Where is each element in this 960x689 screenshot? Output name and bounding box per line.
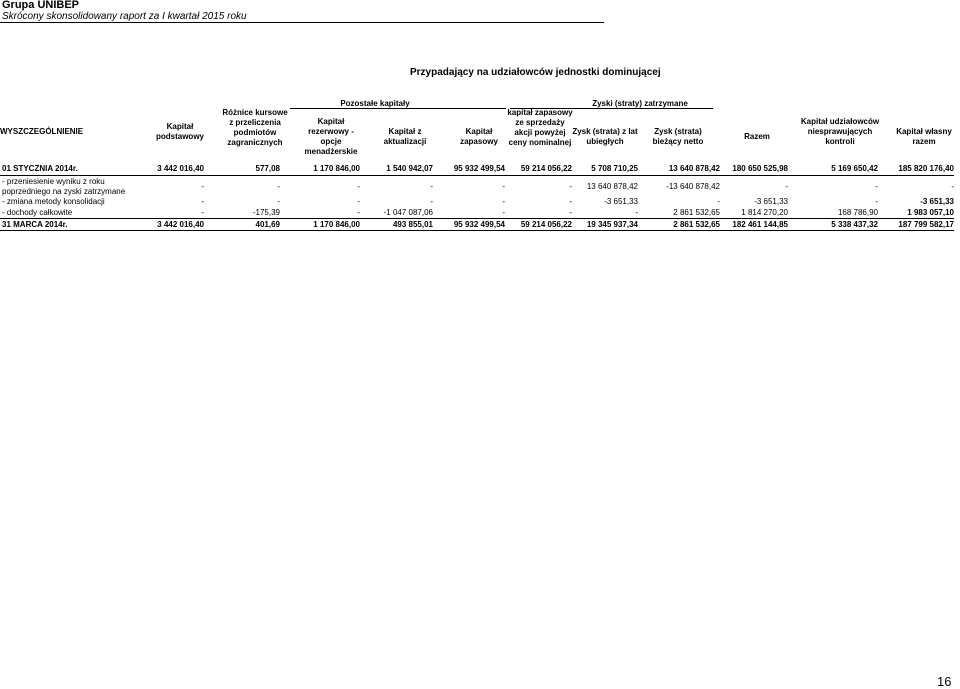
row-divider <box>0 218 954 219</box>
row-label: 01 STYCZNIA 2014r. <box>2 164 78 173</box>
col-header-description: WYSZCZEGÓLNIENIE <box>0 127 84 136</box>
cell: - <box>951 182 954 191</box>
cell: 401,69 <box>255 220 280 229</box>
cell: - <box>201 182 204 191</box>
row-label: - przeniesienie wyniku z roku <box>2 177 105 186</box>
cell: 5 169 650,42 <box>831 164 878 173</box>
cell: -3 651,33 <box>604 197 638 206</box>
cell: 577,08 <box>255 164 280 173</box>
cell: 3 442 016,40 <box>157 164 204 173</box>
cell: 95 932 499,54 <box>453 220 505 229</box>
cell: 5 708 710,25 <box>591 164 638 173</box>
cell: - <box>357 182 360 191</box>
cell: 95 932 499,54 <box>453 164 505 173</box>
cell: 1 983 057,10 <box>907 208 954 217</box>
group-other-capital-line <box>290 108 506 109</box>
cell: - <box>430 182 433 191</box>
cell: -13 640 878,42 <box>666 182 720 191</box>
cell: 180 650 525,98 <box>732 164 788 173</box>
col-header-current-profit: Zysk (strata) bieżący netto <box>652 127 704 146</box>
cell: 59 214 056,22 <box>520 164 572 173</box>
cell: - <box>277 197 280 206</box>
table-row <box>0 164 960 175</box>
cell: 13 640 878,42 <box>668 164 720 173</box>
row-label: 31 MARCA 2014r. <box>2 220 68 229</box>
col-header-share-premium: kapitał zapasowy ze sprzedaży akcji powyżej ceny nominalnej <box>507 108 573 147</box>
cell: - <box>201 197 204 206</box>
col-header-supplementary: Kapitał zapasowy <box>460 127 498 146</box>
row-divider <box>0 230 954 231</box>
cell: - <box>502 182 505 191</box>
cell: 187 799 582,17 <box>898 220 954 229</box>
col-header-reserve-options: Kapitał rezerwowy - opcje menadżerskie <box>304 117 358 156</box>
col-header-share-capital: Kapitał podstawowy <box>155 122 204 141</box>
cell: - <box>569 182 572 191</box>
col-header-total-equity: Kapitał własny razem <box>896 127 952 146</box>
cell: - <box>635 208 638 217</box>
cell: - <box>502 208 505 217</box>
cell: 1 170 846,00 <box>313 220 360 229</box>
row-label: - zmiana metody konsolidacji <box>2 197 105 206</box>
col-header-fx-differences: Różnice kursowe z przeliczenia podmiotów zagranicznych <box>222 108 288 147</box>
col-header-prior-years: Zysk (strata) z lat ubiegłych <box>572 127 638 146</box>
page-number: 16 <box>937 674 952 689</box>
cell: - <box>569 208 572 217</box>
cell: -1 047 087,06 <box>383 208 433 217</box>
cell: - <box>502 197 505 206</box>
cell: 19 345 937,34 <box>586 220 638 229</box>
cell: 168 786,90 <box>837 208 878 217</box>
cell: - <box>430 197 433 206</box>
cell: - <box>785 182 788 191</box>
cell: 2 861 532,65 <box>673 220 720 229</box>
row-label: - dochody całkowite <box>2 208 73 217</box>
cell: - <box>357 208 360 217</box>
cell: 2 861 532,65 <box>673 208 720 217</box>
report-subtitle: Skrócony skonsolidowany raport za I kwartał 2015 roku <box>2 11 247 22</box>
group-other-capital: Pozostałe kapitały <box>340 99 410 108</box>
cell: 182 461 144,85 <box>732 220 788 229</box>
table-row <box>0 177 960 197</box>
cell: - <box>875 197 878 206</box>
cell: - <box>277 182 280 191</box>
col-header-total: Razem <box>744 132 770 141</box>
row-label-continued: poprzedniego na zyski zatrzymane <box>2 187 126 196</box>
cell: 185 820 176,40 <box>898 164 954 173</box>
cell: 1 540 942,07 <box>386 164 433 173</box>
cell: - <box>717 197 720 206</box>
cell: 1 170 846,00 <box>313 164 360 173</box>
cell: - <box>357 197 360 206</box>
cell: 493 855,01 <box>392 220 433 229</box>
row-divider <box>0 175 954 176</box>
cell: - <box>569 197 572 206</box>
cell: - <box>875 182 878 191</box>
col-header-revaluation: Kapitał z aktualizacji <box>383 127 427 146</box>
table-title: Przypadający na udziałowców jednostki dominującej <box>410 67 661 78</box>
table-row <box>0 197 960 208</box>
col-header-nci: Kapitał udziałowców niesprawujących kontroli <box>800 117 880 146</box>
cell: 13 640 878,42 <box>586 182 638 191</box>
cell: -175,39 <box>252 208 280 217</box>
header-divider <box>0 22 604 23</box>
cell: -3 651,33 <box>754 197 788 206</box>
cell: 3 442 016,40 <box>157 220 204 229</box>
cell: 59 214 056,22 <box>520 220 572 229</box>
cell: 5 338 437,32 <box>831 220 878 229</box>
company-name: Grupa UNIBEP <box>2 0 80 11</box>
cell: - <box>201 208 204 217</box>
cell: 1 814 270,20 <box>741 208 788 217</box>
cell: -3 651,33 <box>920 197 954 206</box>
group-retained-earnings: Zyski (straty) zatrzymane <box>592 99 688 108</box>
